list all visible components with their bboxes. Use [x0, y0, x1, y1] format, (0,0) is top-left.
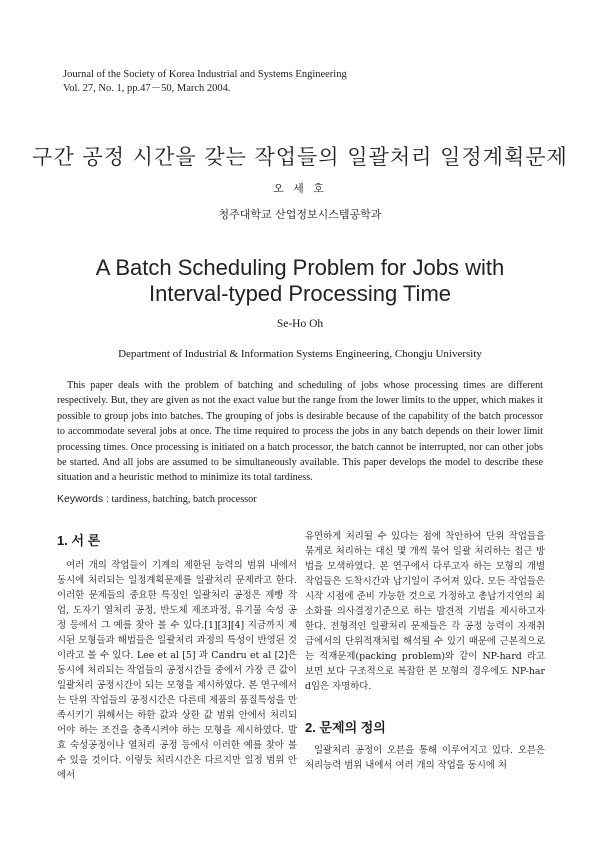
section2-paragraph: 일괄처리 공정이 오븐을 통해 이루어지고 있다. 오븐은 처리능력 범위 내에서 여러 개의 작업을 동시에 처 [305, 745, 545, 771]
author-english: Se-Ho Oh [276, 318, 324, 330]
journal-name: Journal of the Society of Korea Industrial and Systems Engineering [63, 69, 347, 80]
title-en-line1: A Batch Scheduling Problem for Jobs with [95, 255, 505, 280]
keywords [57, 493, 257, 505]
section1-paragraph-right: 유연하게 처리될 수 있다는 점에 착안하여 단위 작업들을 묶게로 처리하는 대신 몇 개씩 묶어 일괄 처리하는 접근 방법을 모색하였다. 본 연구에서 다루고자 하는 모형의 개별 작업들은 도착시간과 납기일이 주어져 있다. 모든 작업들은 시작 시점에 준비 가능한 것으로 가정하고 총납기지연의 최소화를 의사결정기준으로 하는 발견적 기법을 제시하고자 한다. 전형적인 일괄처리 문제들은 각 공정 능력이 자재취급에서의 단위적재처럼 해석될 수 있기 때문에 근본적으로는 적재문제(packing problem)와 같이 NP-hard 라고 보면 보다 구조적으로 복잡한 본 모형의 경우에도 NP-hard임은 자명하다. [305, 531, 545, 692]
keywords-text: tardiness, batching, batch processor [111, 494, 257, 505]
affiliation-korean: 청주대학교 산업정보시스템공학과 [218, 208, 382, 221]
keywords-label: Keywords : [57, 493, 109, 505]
paper-title-korean: 구간 공정 시간을 갖는 작업들의 일괄처리 일정계획문제 [32, 145, 568, 169]
section2-heading: 2. 문제의 정의 [305, 720, 386, 735]
paper-title-english [0, 255, 600, 307]
journal-header [63, 68, 347, 96]
left-column [57, 530, 297, 783]
author-korean: 오 세 호 [273, 182, 327, 195]
section1-paragraph-left: 여러 개의 작업들이 기계의 제한된 능력의 범위 내에서 동시에 처리되는 일정계획문제를 일괄처리 문제라고 한다. 이러한 문제들의 중요한 특징인 일괄처리 공정은 제빵 작업, 도자기 열처리 공정, 반도체 제조과정, 유기물 숙성 공정 등에서 그 예를 찾아 볼 수 있다.[1][3][4] 지금까지 제시된 모형들과 해법들은 일괄처리 과정의 특성이 반영된 것이라고 볼 수 있다. Lee et al [5] 과 Candru et al [2]은 동시에 처리되는 작업들의 공정시간들 중에서 가장 큰 값이 일괄처리 공정시간이 되는 모형을 제시하였다. 본 연구에서는 단위 작업들의 공정시간은 다른데 제품의 품질특성을 만족시키기 위해서는 하한 값과 상한 값 범위 안에서 처리되어야 하는 조건을 충족시켜야 하는 모형을 제시하였다. 발효 숙성공정이나 열처리 공정 등에서 이러한 예를 찾아 볼 수 있을 것이다. 이렇듯 처리시간은 다르지만 일정 범위 안에서 [57, 560, 297, 781]
section1-heading: 1. 서 론 [57, 533, 101, 548]
abstract: This paper deals with the problem of batching and scheduling of jobs whose processing times are different respectively. But, they are given as not the exact value but the range from the lower limits to the upper, which makes it possible to group jobs into batches. The grouping of jobs is desirable because of the capability of the batch processor to accommodate several jobs at once. The time required to process the jobs in any batch depends on their lower limit processing times. Once processing is initiated on a batch processor, the batch cannot be interrupted, nor can other jobs be started. And all jobs are assumed to be simultaneously available. This paper develops the model to describe these situation and a heuristic method to minimize its total tardiness. [57, 380, 543, 484]
journal-volume: Vol. 27, No. 1, pp.47－50, March 2004. [63, 83, 231, 94]
title-en-line2: Interval-typed Processing Time [148, 281, 452, 306]
affiliation-english: Department of Industrial & Information Systems Engineering, Chongju University [118, 348, 482, 360]
right-column [305, 529, 545, 694]
